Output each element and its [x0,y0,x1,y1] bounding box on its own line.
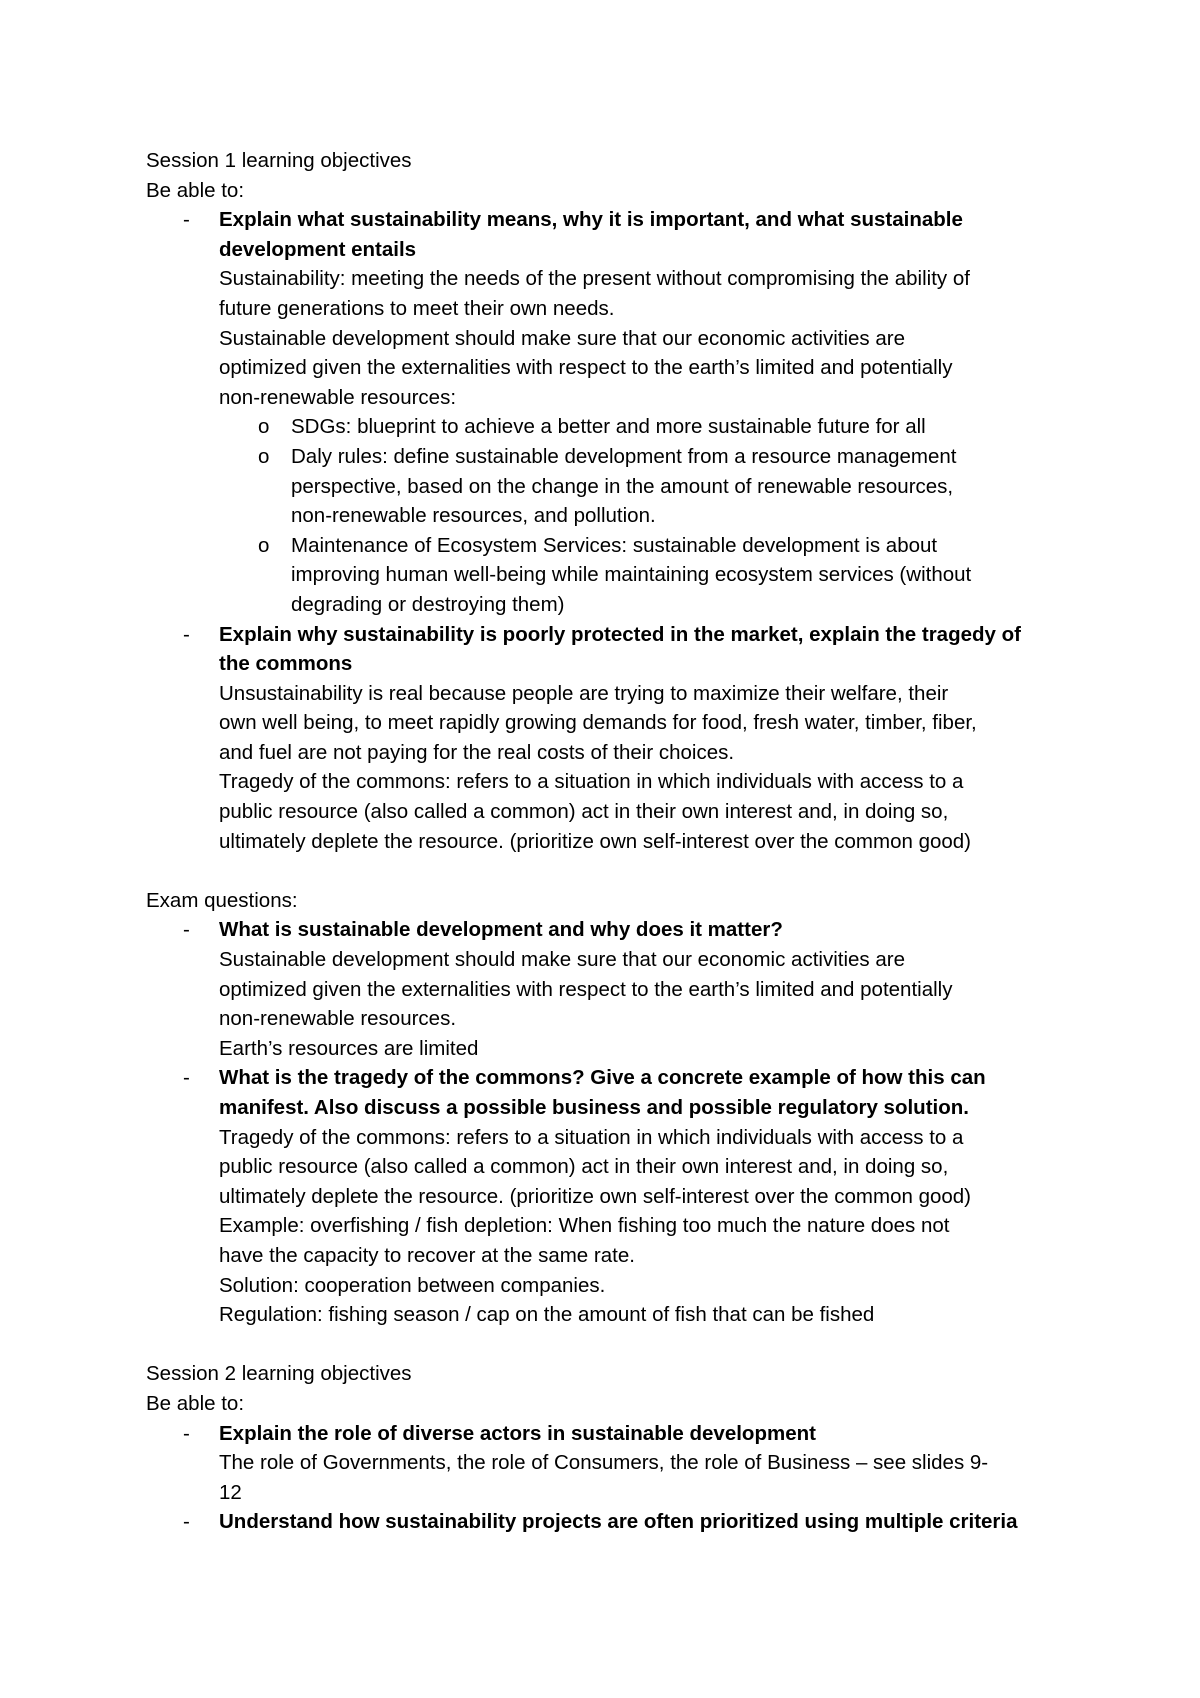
objective-item [146,1507,1076,1537]
circle-bullet-icon: o [258,533,270,557]
bullet-dash: - [183,208,190,232]
blank-line [146,1330,1076,1360]
sub-item-line: improving human well-being while maintaining ecosystem services (without [291,563,972,587]
sub-item-line: perspective, based on the change in the amount of renewable resources, [291,474,954,498]
question-title-line: manifest. Also discuss a possible business and possible regulatory solution. [219,1096,969,1119]
question-item [146,1063,1076,1329]
bullet-dash: - [183,1421,190,1445]
objective-body-line: Sustainable development should make sure that our economic activities are [219,326,905,350]
bullet-dash: - [183,918,190,942]
sub-list-item-sdgs [146,412,1076,442]
question-title-line: What is sustainable development and why does it matter? [219,918,783,942]
bullet-dash: - [183,622,190,646]
bullet-dash: - [183,1510,190,1534]
objective-body-line: non-renewable resources: [219,385,457,409]
answer-line: Solution: cooperation between companies. [219,1273,606,1297]
objective-title-line: Explain why sustainability is poorly protected in the market, explain the tragedy of [219,622,1021,646]
sub-list-item-daly-rules [146,442,1076,531]
sub-item-line: Daly rules: define sustainable development from a resource management [291,444,957,468]
answer-line: ultimately deplete the resource. (prioritize own self-interest over the common good) [219,1184,972,1208]
answer-line: have the capacity to recover at the same rate. [219,1243,635,1267]
answer-line: Example: overfishing / fish depletion: When fishing too much the nature does not [219,1214,950,1238]
objective-body-line: ultimately deplete the resource. (prioritize own self-interest over the common good) [219,829,972,853]
objective-body-line: The role of Governments, the role of Consumers, the role of Business – see slides 9- [219,1451,989,1475]
objective-body-line: public resource (also called a common) act in their own interest and, in doing so, [219,800,949,824]
answer-line: Regulation: fishing season / cap on the amount of fish that can be fished [219,1303,875,1327]
objective-body-line: Tragedy of the commons: refers to a situation in which individuals with access to a [219,770,964,794]
question-item [146,915,1076,1063]
section-heading-exam-questions: Exam questions: [146,888,298,912]
objective-body-line: 12 [219,1480,242,1504]
section-intro: Be able to: [146,1391,245,1415]
objective-item [146,205,1076,412]
circle-bullet-icon: o [258,444,270,468]
section-intro: Be able to: [146,178,245,202]
answer-line: Earth’s resources are limited [219,1036,479,1060]
circle-bullet-icon: o [258,415,270,439]
bullet-dash: - [183,1066,190,1090]
answer-line: Tragedy of the commons: refers to a situation in which individuals with access to a [219,1125,964,1149]
objective-body-line: and fuel are not paying for the real costs of their choices. [219,740,735,764]
section-heading-session-2: Session 2 learning objectives [146,1362,412,1386]
blank-line [146,856,1076,886]
objective-title-line: Explain the role of diverse actors in sustainable development [219,1421,816,1445]
answer-line: non-renewable resources. [219,1007,457,1031]
objective-item [146,1419,1076,1508]
sub-item-line: degrading or destroying them) [291,592,565,616]
sub-item-line: SDGs: blueprint to achieve a better and more sustainable future for all [291,415,926,439]
objective-body-line: own well being, to meet rapidly growing demands for food, fresh water, timber, fiber, [219,711,977,735]
section-heading-session-1: Session 1 learning objectives [146,149,412,172]
sub-list-item-ecosystem-services [146,531,1076,620]
answer-line: optimized given the externalities with respect to the earth’s limited and potentially [219,977,953,1001]
sub-item-line: Maintenance of Ecosystem Services: sustainable development is about [291,533,938,557]
objective-title-line: Understand how sustainability projects are often prioritized using multiple criteria [219,1510,1018,1534]
answer-line: public resource (also called a common) act in their own interest and, in doing so, [219,1155,949,1179]
objective-body-line: Sustainability: meeting the needs of the present without compromising the ability of [219,267,970,291]
question-title-line: What is the tragedy of the commons? Give a concrete example of how this can [219,1066,986,1090]
objective-title-line: development entails [219,237,417,261]
objective-title-line: the commons [219,652,353,676]
objective-item [146,620,1076,857]
answer-line: Sustainable development should make sure that our economic activities are [219,948,905,972]
objective-body-line: Unsustainability is real because people are trying to maximize their welfare, their [219,681,949,705]
objective-body-line: future generations to meet their own needs. [219,296,615,320]
document-content [146,146,1076,1537]
sub-item-line: non-renewable resources, and pollution. [291,504,656,528]
objective-body-line: optimized given the externalities with respect to the earth’s limited and potentially [219,356,953,380]
objective-title-line: Explain what sustainability means, why it is important, and what sustainable [219,208,963,232]
